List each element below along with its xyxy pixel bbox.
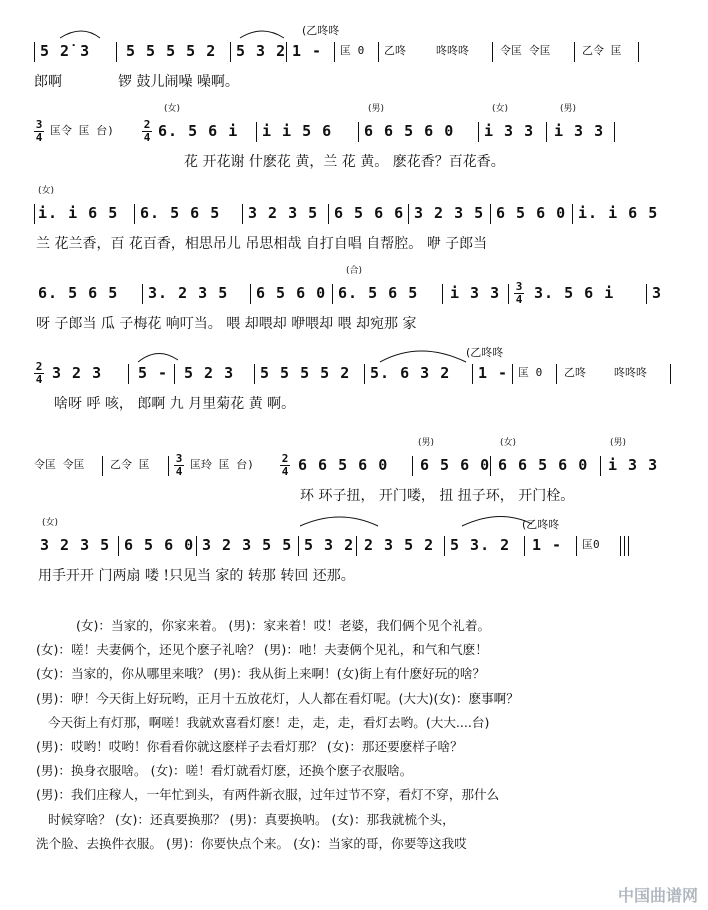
note-group: i 3 3: [554, 122, 605, 140]
note-group: i 3 3: [608, 456, 659, 474]
note-group: 6 5 6 0: [256, 284, 327, 302]
percussion-notation: 乙咚: [384, 44, 406, 57]
barline: [128, 364, 129, 384]
role-marker: (女): [164, 104, 181, 114]
barline: [358, 122, 359, 142]
dialogue-text: [36, 614, 696, 856]
note-group: 2 3 5 2: [364, 536, 435, 554]
role-marker: (女): [500, 438, 517, 448]
time-signature: 2 4: [281, 452, 289, 478]
note-group: 6 5 6 0: [496, 204, 567, 222]
note-group: 3 2 3 5: [248, 204, 319, 222]
barline: [34, 42, 35, 62]
role-marker: (男): [418, 438, 435, 448]
note-group: 6 5 6 6: [334, 204, 405, 222]
note-group: i. i 6 5: [578, 204, 659, 222]
note-group: 5 5 5 5 2: [260, 364, 351, 382]
note-group: 6. 5 6 5: [140, 204, 221, 222]
percussion-notation: 乙咚: [564, 366, 586, 379]
barline: [444, 536, 445, 556]
percussion-cue: (乙咚咚: [302, 24, 340, 37]
barline: [196, 536, 197, 556]
note-group: 3. 5 6 i: [534, 284, 615, 302]
barline: [512, 364, 513, 384]
notation-row: [34, 362, 694, 384]
barline: [490, 456, 491, 476]
percussion-notation: 令匡 令匡: [34, 458, 85, 471]
notation-row: [34, 120, 694, 142]
barline: [134, 204, 135, 224]
barline: [572, 204, 573, 224]
note-group: 1 -: [532, 536, 563, 554]
barline: [576, 536, 577, 556]
barline: [168, 456, 169, 476]
note-group: 3 2 3 5: [40, 536, 111, 554]
notation-row: [34, 40, 694, 62]
note-group: 5 3 2: [236, 42, 287, 60]
role-marker: (女): [38, 186, 55, 196]
barline: [490, 204, 491, 224]
note-group: 5 2 3: [184, 364, 235, 382]
barline: [574, 42, 575, 62]
note-group: i. i 6 5: [38, 204, 119, 222]
barline: [118, 536, 119, 556]
percussion-notation: 令匡 令匡: [500, 44, 551, 57]
barline: [142, 284, 143, 304]
barline: [102, 456, 103, 476]
role-marker: (女): [42, 518, 59, 528]
dialogue-line: (女)：当家的，你从哪里来哦？ (男)：我从街上来啊！(女)街上有什麽好玩的啥？: [36, 666, 486, 682]
barline: [442, 284, 443, 304]
barline: [34, 204, 35, 224]
time-signature: 2 4: [35, 360, 43, 386]
note-group: 3 2 3 5 5: [202, 536, 293, 554]
dialogue-line: (男)：哎哟！哎哟！你看看你就这麽样子去看灯那？ (女)：那还要麽样子啥？: [36, 739, 463, 755]
note-group: i i 5 6: [262, 122, 333, 140]
role-marker: (男): [368, 104, 385, 114]
notation-row: [34, 202, 694, 224]
note-group: 6. 5 6 5: [38, 284, 119, 302]
barline: [614, 122, 615, 142]
lyric-text: 用手开开 门两扇 喽 !只见当 家的 转那 转回 还那。: [38, 568, 355, 584]
barline: [628, 536, 629, 556]
note-group: 6. 5 6 5: [338, 284, 419, 302]
percussion-notation: 匡令 匡 台): [50, 124, 114, 137]
note-group: 5 -: [138, 364, 169, 382]
barline: [334, 42, 335, 62]
notation-row: [34, 282, 694, 304]
lyric-text: 花 开花谢 什麽花 黄，兰 花 黄。 麽花香？百花香。: [184, 154, 505, 170]
time-signature: 3 4: [175, 452, 183, 478]
note-group: 6 6 5 6 0: [364, 122, 455, 140]
barline: [256, 122, 257, 142]
lyric-text: 郎啊: [34, 74, 62, 90]
dialogue-line: (男)：换身衣服啥。 (女)：嗟！看灯就看灯麽，还换个麽子衣服啥。: [36, 763, 413, 779]
dialogue-line: 时候穿啥？ (女)：还真要换那？ (男)：真要换呐。 (女)：那我就梳个头，: [48, 811, 455, 827]
lyric-text: 啥呀 呼 咳， 郎啊 九 月里菊花 黄 啊。: [54, 396, 296, 412]
lyrics-line: [34, 72, 694, 92]
time-signature: 3 4: [515, 280, 523, 306]
barline: [646, 284, 647, 304]
percussion-notation: 咚咚咚: [436, 44, 469, 57]
note-group: 5 2̇ 3: [40, 42, 91, 60]
barline: [250, 284, 251, 304]
barline: [638, 42, 639, 62]
barline: [620, 536, 621, 556]
barline: [378, 42, 379, 62]
barline: [524, 536, 525, 556]
lyrics-line: [34, 152, 694, 172]
dialogue-line: (女)：嗟！夫妻俩个，还见个麽子礼啥？ (男)：吔！夫妻俩个见礼，和气和气麽！: [36, 642, 488, 658]
barline: [254, 364, 255, 384]
barline: [556, 364, 557, 384]
percussion-notation: 咚咚咚: [614, 366, 647, 379]
barline: [332, 284, 333, 304]
lyric-text: 兰 花兰香，百 花百香，相思吊儿 吊思相哉 自打自唱 自帮腔。 咿 子郎当: [36, 236, 488, 252]
barline: [478, 122, 479, 142]
role-marker: (男): [560, 104, 577, 114]
percussion-cue: (乙咚咚: [522, 518, 560, 531]
barline: [546, 122, 547, 142]
dialogue-line: 洗个脸、去换件衣服。 (男)：你要快点个来。 (女)：当家的哥，你要等这我哎: [36, 835, 467, 851]
note-group: 5. 6 3 2: [370, 364, 451, 382]
note-group: 6. 5 6 i: [158, 122, 239, 140]
note-group: i 3 3: [484, 122, 535, 140]
note-group: i 3 3: [450, 284, 501, 302]
note-group: 3. 2 3 5: [148, 284, 229, 302]
dialogue-line: (男)：咿！今天街上好玩哟，正月十五放花灯，人人都在看灯呢。(大大)(女)：麽事啊？: [36, 690, 519, 706]
lyrics-line: [34, 566, 694, 586]
lyrics-line: [34, 486, 694, 506]
lyric-text: 锣 鼓儿闹噪 噪啊。: [118, 74, 239, 90]
role-marker: (男): [610, 438, 627, 448]
note-group: 1 -: [478, 364, 509, 382]
barline: [472, 364, 473, 384]
note-group: 3 2 3: [52, 364, 103, 382]
percussion-notation: 乙令 匡: [582, 44, 622, 57]
dialogue-line: (女)：当家的，你家来着。 (男)：家来着！哎！老婆，我们俩个见个礼着。: [76, 618, 491, 633]
barline: [408, 204, 409, 224]
barline: [364, 364, 365, 384]
note-group: 1 -: [292, 42, 323, 60]
barline: [286, 42, 287, 62]
lyrics-line: [34, 314, 694, 334]
note-group: 5 5 5 5 2: [126, 42, 217, 60]
notation-row: [34, 534, 694, 556]
barline: [412, 456, 413, 476]
lyric-text: 环 环子扭， 开门喽， 扭 扭子环， 开门栓。: [300, 488, 575, 504]
note-group: 3 2 3 5: [414, 204, 485, 222]
notation-row: [34, 454, 694, 476]
barline: [356, 536, 357, 556]
watermark: 中国曲谱网: [617, 886, 698, 905]
barline: [116, 42, 117, 62]
lyrics-line: [34, 234, 694, 254]
barline: [492, 42, 493, 62]
time-signature: 3 4: [35, 118, 43, 144]
barline: [600, 456, 601, 476]
note-group: 6 5 6 0: [124, 536, 195, 554]
dialogue-line: (男)：我们庄稼人，一年忙到头，有两件新衣服，过年过节不穿，看灯不穿，那什么: [36, 787, 500, 803]
percussion-notation: 匡0: [582, 538, 600, 551]
note-group: 5 3 2: [304, 536, 355, 554]
barline: [328, 204, 329, 224]
lyrics-line: [34, 394, 694, 414]
percussion-cue: (乙咚咚: [466, 346, 504, 359]
role-marker: (合): [346, 266, 363, 276]
percussion-notation: 匡 0: [518, 366, 543, 379]
barline: [242, 204, 243, 224]
role-marker: (女): [492, 104, 509, 114]
note-group: 6 5 6 0: [420, 456, 491, 474]
note-group: 6 6 5 6 0: [298, 456, 389, 474]
percussion-notation: 匡玲 匡 台): [190, 458, 254, 471]
percussion-notation: 乙令 匡: [110, 458, 150, 471]
barline: [298, 536, 299, 556]
dialogue-line: 今天街上有灯那，啊嗟！我就欢喜看灯麽！走，走，走，看灯去哟。(大大....台): [48, 714, 490, 730]
note-group: 6 6 5 6 0: [498, 456, 589, 474]
note-group: 5 3. 2: [450, 536, 511, 554]
barline: [230, 42, 231, 62]
barline: [624, 536, 625, 556]
barline: [670, 364, 671, 384]
barline: [174, 364, 175, 384]
lyric-text: 呀 子郎当 瓜 子梅花 响叮当。 喂 却喂却 咿喂却 喂 却宛那 家: [36, 316, 417, 332]
time-signature: 2 4: [143, 118, 151, 144]
percussion-notation: 匡 0: [340, 44, 365, 57]
barline: [508, 284, 509, 304]
note-group: 3: [652, 284, 663, 302]
